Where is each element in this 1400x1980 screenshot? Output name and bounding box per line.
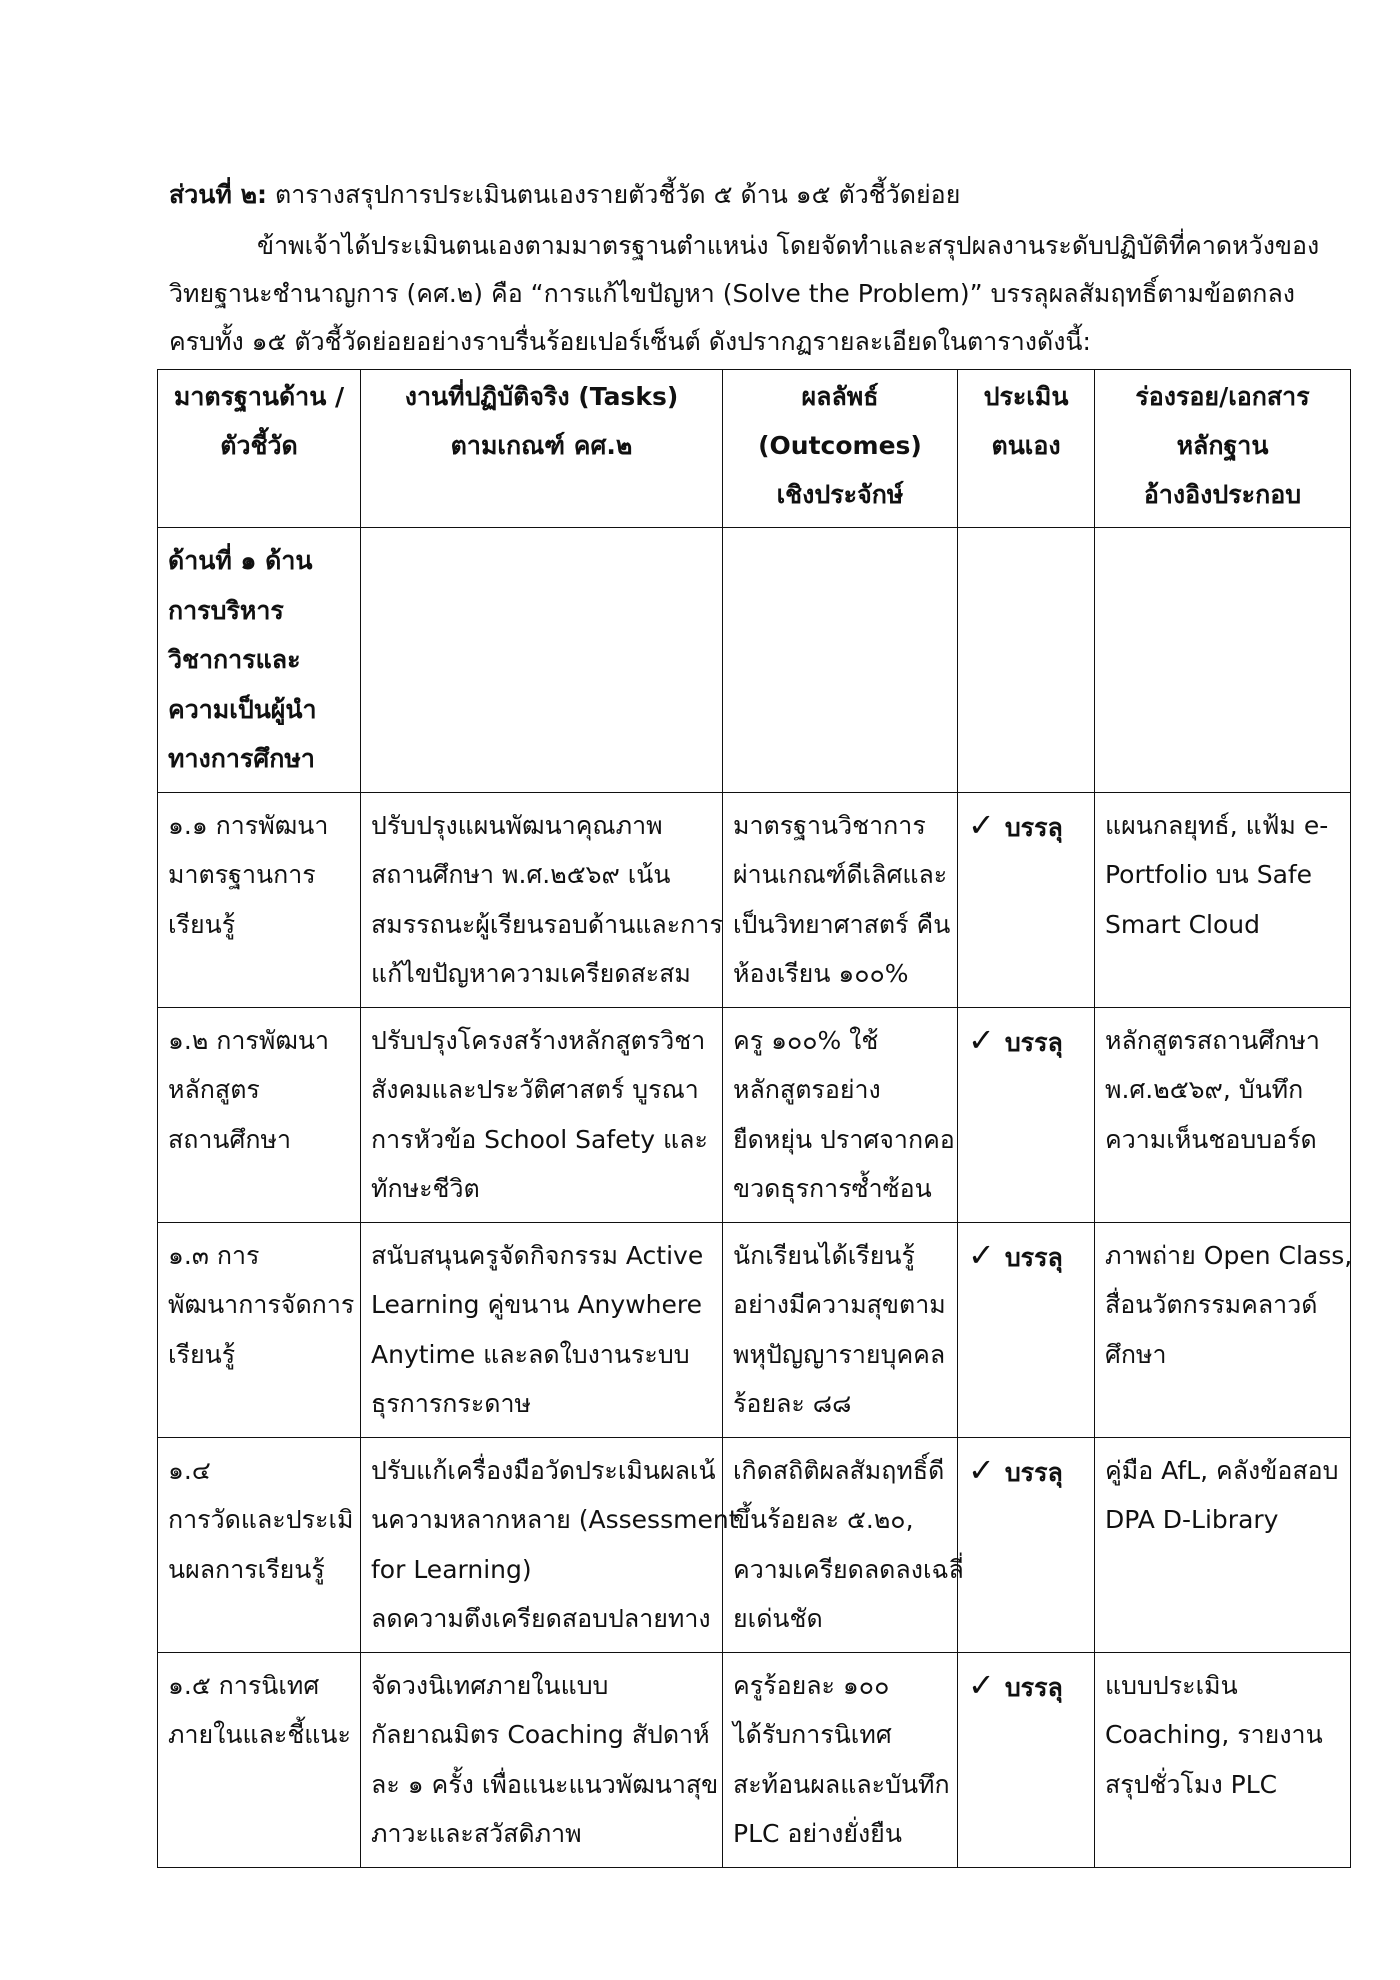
header-line: อ้างอิงประกอบ	[1143, 480, 1302, 509]
header-line: (Outcomes)	[758, 431, 922, 460]
cell-line: แผนกลยุทธ์, แฟ้ม e-	[1105, 810, 1329, 840]
empty-cell	[958, 528, 1095, 793]
assessment-label: บรรลุ	[1004, 1242, 1063, 1272]
cell-line: หลักสูตรอย่าง	[733, 1075, 881, 1104]
header-self-assessment	[958, 370, 1095, 528]
evidence-cell	[1095, 1652, 1351, 1867]
header-line: หลักฐาน	[1176, 431, 1269, 460]
cell-line: ภาวะและสวัสดิภาพ	[371, 1819, 582, 1848]
cell-line: พัฒนาการจัดการ	[168, 1290, 355, 1319]
tasks-cell	[361, 1652, 723, 1867]
cell-line: มาตรฐานการ	[168, 860, 316, 889]
cell-line: ๑.๒ การพัฒนา	[168, 1025, 330, 1055]
cell-line: ผ่านเกณฑ์ดีเลิศและ	[733, 860, 948, 889]
domain-title-cell	[158, 528, 361, 793]
evidence-cell	[1095, 1437, 1351, 1652]
cell-line: ยืดหยุ่น ปราศจากคอ	[733, 1124, 955, 1154]
cell-line: แบบประเมิน	[1105, 1670, 1238, 1700]
cell-line: เรียนรู้	[168, 1339, 236, 1369]
empty-cell	[1095, 528, 1351, 793]
header-line: ตนเอง	[991, 431, 1061, 460]
cell-line: การหัวข้อ School Safety และ	[371, 1124, 708, 1154]
cell-line: พหุปัญญารายบุคคล	[733, 1339, 946, 1369]
cell-line: ขึ้นร้อยละ ๕.๒๐,	[733, 1505, 914, 1534]
cell-line: Coaching, รายงาน	[1105, 1720, 1323, 1749]
cell-line: พ.ศ.๒๕๖๙, บันทึก	[1105, 1075, 1304, 1104]
cell-line: ๑.๓ การ	[168, 1240, 260, 1270]
cell-line: สถานศึกษา พ.ศ.๒๕๖๙ เน้น	[371, 860, 671, 889]
tasks-cell	[361, 792, 723, 1007]
table-header-row	[158, 370, 1351, 528]
assessment-cell	[958, 1437, 1095, 1652]
assessment-summary-table	[157, 369, 1351, 1868]
empty-cell	[361, 528, 723, 793]
cell-line: คู่มือ AfL, คลังข้อสอบ	[1105, 1455, 1339, 1485]
intro-line: ข้าพเจ้าได้ประเมินตนเองตามมาตรฐานตำแหน่ง โดยจัดทำและสรุปผลงานระดับปฏิบัติที่คาดหวังของ	[257, 231, 1320, 260]
assessment-label: บรรลุ	[1004, 1457, 1063, 1487]
cell-line: ความเครียดลดลงเฉลี่	[733, 1554, 964, 1584]
cell-line: อย่างมีความสุขตาม	[733, 1290, 946, 1319]
section-title: ตารางสรุปการประเมินตนเองรายตัวชี้วัด ๕ ด้าน ๑๕ ตัวชี้วัดย่อย	[267, 180, 961, 209]
assessment-cell	[958, 792, 1095, 1007]
table-row	[158, 1652, 1351, 1867]
cell-line: การวัดและประเมิ	[168, 1505, 354, 1534]
cell-line: Learning คู่ขนาน Anywhere	[371, 1290, 702, 1319]
header-line: งานที่ปฏิบัติจริง (Tasks)	[404, 382, 679, 411]
cell-line: แก้ไขปัญหาความเครียดสะสม	[371, 959, 691, 988]
domain-line: ด้านที่ ๑ ด้าน	[168, 546, 313, 575]
cell-line: ศึกษา	[1105, 1339, 1167, 1369]
intro-paragraph	[169, 222, 1320, 366]
cell-line: สะท้อนผลและบันทึก	[733, 1769, 950, 1799]
cell-line: ห้องเรียน ๑๐๐%	[733, 959, 909, 988]
cell-line: หลักสูตรสถานศึกษา	[1105, 1025, 1320, 1055]
cell-line: ภาพถ่าย Open Class,	[1105, 1240, 1353, 1270]
domain-row	[158, 528, 1351, 793]
header-line: ตัวชี้วัด	[220, 431, 298, 460]
table-row	[158, 792, 1351, 1007]
assessment-cell	[958, 1652, 1095, 1867]
header-line: ร่องรอย/เอกสาร	[1135, 382, 1310, 411]
header-evidence	[1095, 370, 1351, 528]
cell-line: ขวดธุรการซ้ำซ้อน	[733, 1174, 932, 1203]
indicator-cell	[158, 1652, 361, 1867]
table-row	[158, 1222, 1351, 1437]
cell-line: มาตรฐานวิชาการ	[733, 810, 926, 840]
header-line: ประเมิน	[983, 382, 1069, 411]
indicator-cell	[158, 792, 361, 1007]
assessment-cell	[958, 1222, 1095, 1437]
cell-line: ครู ๑๐๐% ใช้	[733, 1025, 879, 1055]
evidence-cell	[1095, 792, 1351, 1007]
tasks-cell	[361, 1222, 723, 1437]
cell-line: ลดความตึงเครียดสอบปลายทาง	[371, 1604, 711, 1633]
header-line: เชิงประจักษ์	[776, 480, 904, 509]
cell-line: หลักสูตร	[168, 1075, 260, 1104]
table-row	[158, 1437, 1351, 1652]
checkmark-icon: ✓	[968, 1235, 995, 1274]
section-label: ส่วนที่ ๒:	[169, 180, 268, 209]
outcomes-cell	[723, 1007, 958, 1222]
cell-line: สรุปชั่วโมง PLC	[1105, 1769, 1278, 1799]
cell-line: ครูร้อยละ ๑๐๐	[733, 1670, 890, 1700]
assessment-label: บรรลุ	[1004, 812, 1063, 842]
domain-line: การบริหาร	[168, 595, 284, 625]
cell-line: ปรับปรุงแผนพัฒนาคุณภาพ	[371, 810, 663, 840]
cell-line: นผลการเรียนรู้	[168, 1554, 325, 1584]
cell-line: ทักษะชีวิต	[371, 1174, 480, 1203]
section-heading	[169, 175, 960, 215]
cell-line: ยเด่นชัด	[733, 1604, 823, 1633]
tasks-cell	[361, 1437, 739, 1652]
cell-line: เกิดสถิติผลสัมฤทธิ์ดี	[733, 1455, 945, 1485]
header-standard	[158, 370, 361, 528]
cell-line: for Learning)	[371, 1554, 532, 1584]
intro-line: วิทยฐานะชำนาญการ (คศ.๒) คือ “การแก้ไขปัญหา (Solve the Problem)” บรรลุผลสัมฤทธิ์ตามข้อตกลง	[169, 279, 1295, 308]
checkmark-icon: ✓	[968, 805, 995, 844]
cell-line: สมรรถนะผู้เรียนรอบด้านและการ	[371, 909, 723, 939]
outcomes-cell	[723, 792, 958, 1007]
cell-line: สังคมและประวัติศาสตร์ บูรณา	[371, 1075, 699, 1104]
domain-line: วิชาการและ	[168, 645, 301, 674]
cell-line: สนับสนุนครูจัดกิจกรรม Active	[371, 1240, 704, 1270]
tasks-cell	[361, 1007, 723, 1222]
table-row	[158, 1007, 1351, 1222]
cell-line: ธุรการกระดาษ	[371, 1389, 532, 1418]
evidence-cell	[1095, 1222, 1351, 1437]
outcomes-cell	[723, 1222, 958, 1437]
domain-line: ความเป็นผู้นำ	[168, 694, 317, 724]
cell-line: ความเห็นชอบบอร์ด	[1105, 1124, 1317, 1154]
cell-line: Portfolio บน Safe	[1105, 860, 1313, 889]
empty-cell	[723, 528, 958, 793]
cell-line: สถานศึกษา	[168, 1124, 292, 1154]
indicator-cell	[158, 1007, 361, 1222]
cell-line: นักเรียนได้เรียนรู้	[733, 1240, 915, 1270]
cell-line: เรียนรู้	[168, 909, 236, 939]
outcomes-cell	[723, 1437, 964, 1652]
outcomes-cell	[723, 1652, 958, 1867]
assessment-cell	[958, 1007, 1095, 1222]
assessment-label: บรรลุ	[1004, 1027, 1063, 1057]
cell-line: ภายในและชี้แนะ	[168, 1720, 351, 1749]
cell-line: ได้รับการนิเทศ	[733, 1720, 892, 1749]
header-outcomes	[723, 370, 958, 528]
header-line: มาตรฐานด้าน /	[173, 382, 345, 411]
cell-line: PLC อย่างยั่งยืน	[733, 1819, 902, 1848]
cell-line: Anytime และลดใบงานระบบ	[371, 1339, 690, 1369]
cell-line: ๑.๑ การพัฒนา	[168, 810, 329, 840]
cell-line: Smart Cloud	[1105, 909, 1260, 939]
checkmark-icon: ✓	[968, 1020, 995, 1059]
cell-line: ละ ๑ ครั้ง เพื่อแนะแนวพัฒนาสุข	[371, 1769, 719, 1799]
cell-line: DPA D-Library	[1105, 1505, 1279, 1534]
evidence-cell	[1095, 1007, 1351, 1222]
cell-line: สื่อนวัตกรรมคลาวด์	[1105, 1290, 1318, 1319]
header-line: ผลลัพธ์	[801, 382, 879, 411]
indicator-cell	[158, 1437, 361, 1652]
cell-line: กัลยาณมิตร Coaching สัปดาห์	[371, 1720, 710, 1749]
cell-line: จัดวงนิเทศภายในแบบ	[371, 1670, 609, 1700]
intro-line: ครบทั้ง ๑๕ ตัวชี้วัดย่อยอย่างราบรื่นร้อยเปอร์เซ็นต์ ดังปรากฏรายละเอียดในตารางดังนี้:	[169, 327, 1091, 356]
assessment-label: บรรลุ	[1004, 1672, 1063, 1702]
cell-line: ร้อยละ ๘๘	[733, 1389, 852, 1418]
cell-line: ๑.๕ การนิเทศ	[168, 1670, 320, 1700]
indicator-cell	[158, 1222, 361, 1437]
cell-line: นความหลากหลาย (Assessment	[371, 1505, 739, 1534]
cell-line: เป็นวิทยาศาสตร์ คืน	[733, 909, 951, 939]
checkmark-icon: ✓	[968, 1665, 995, 1704]
header-tasks	[361, 370, 723, 528]
domain-line: ทางการศึกษา	[168, 744, 315, 773]
checkmark-icon: ✓	[968, 1450, 995, 1489]
cell-line: ๑.๔	[168, 1455, 211, 1485]
cell-line: ปรับแก้เครื่องมือวัดประเมินผลเน้	[371, 1455, 716, 1485]
cell-line: ปรับปรุงโครงสร้างหลักสูตรวิชา	[371, 1025, 706, 1055]
header-line: ตามเกณฑ์ คศ.๒	[450, 431, 633, 460]
